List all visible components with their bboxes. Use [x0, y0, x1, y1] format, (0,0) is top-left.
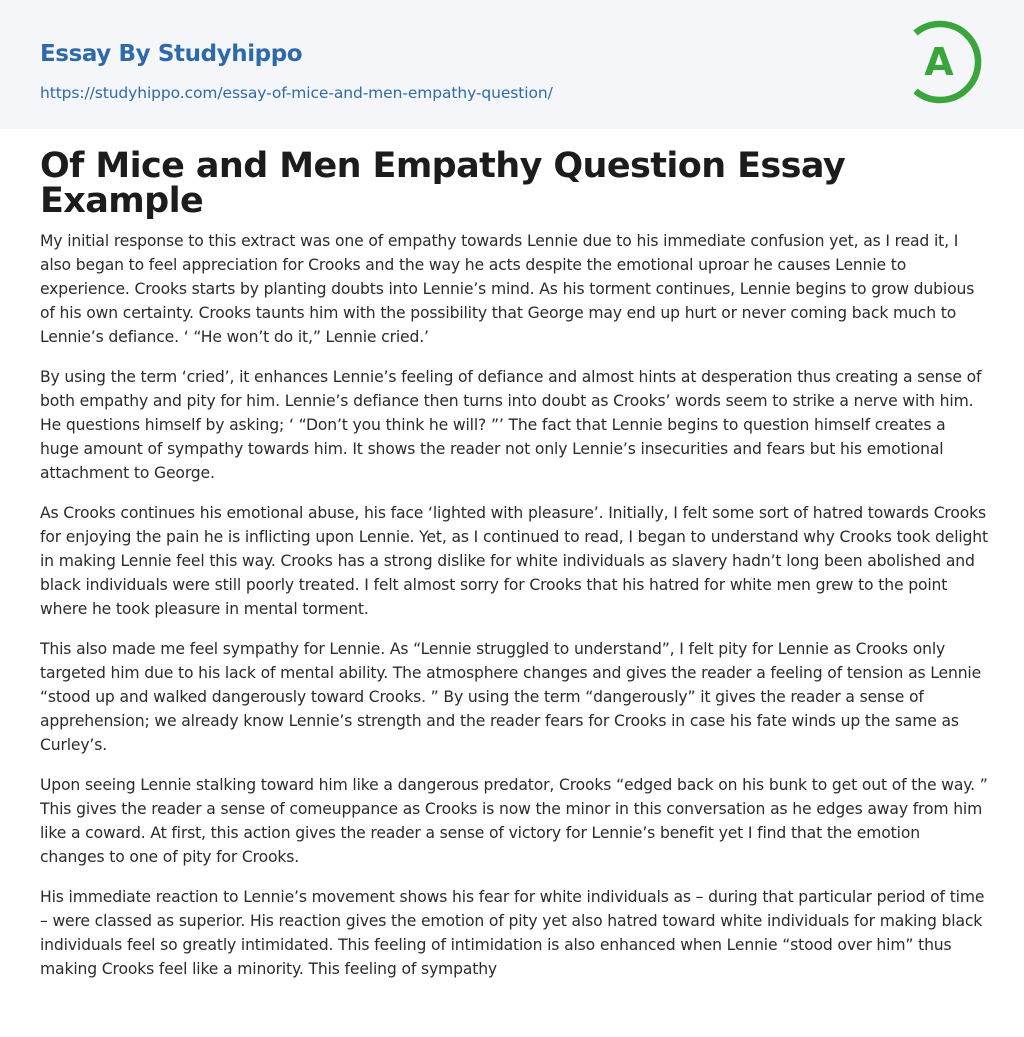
- article-paragraph: By using the term ‘cried’, it enhances Lennie’s feeling of defiance and almost hints at desperation thus creating a sense of both empathy and pity for him. Lennie’s defiance then turns into doubt as Crooks’ words seem to strike a nerve with him. He questions himself by asking; ‘ “Don’t you think he will? ”’ The fact that Lennie begins to question himself creates a huge amount of sympathy towards him. It shows the reader not only Lennie’s insecurities and fears but his emotional attachment to George.: [40, 368, 982, 482]
- source-url-link[interactable]: https://studyhippo.com/essay-of-mice-and-men-empathy-question/: [40, 84, 553, 102]
- article-body: [40, 229, 988, 997]
- article-paragraph: This also made me feel sympathy for Lennie. As “Lennie struggled to understand”, I felt pity for Lennie as Crooks only targeted him due to his lack of mental ability. The atmosphere changes and gives the reader a feeling of tension as Lennie “stood up and walked dangerously toward Crooks. ” By using the term “dangerously” it gives the reader a sense of apprehension; we already know Lennie’s strength and the reader fears for Crooks in case his fate winds up the same as Curley’s.: [40, 640, 982, 754]
- site-brand[interactable]: Essay By Studyhippo: [40, 41, 303, 67]
- logo-letter: A: [924, 40, 954, 84]
- article-paragraph: Upon seeing Lennie stalking toward him like a dangerous predator, Crooks “edged back on his bunk to get out of the way. ” This gives the reader a sense of comeuppance as Crooks is now the minor in this conversation as he edges away from him like a coward. At first, this action gives the reader a sense of victory for Lennie’s benefit yet I find that the emotion changes to one of pity for Crooks.: [40, 776, 988, 866]
- page-header: [0, 0, 1024, 129]
- article-paragraph: His immediate reaction to Lennie’s movement shows his fear for white individuals as – during that particular period of time – were classed as superior. His reaction gives the emotion of pity yet also hatred toward white individuals for making black individuals feel so greatly intimidated. This feeling of intimidation is also enhanced when Lennie “stood over him” thus making Crooks feel like a minority. This feeling of sympathy: [40, 888, 985, 978]
- article-title: Of Mice and Men Empathy Question Essay Example: [40, 146, 846, 221]
- circle-a-logo-icon[interactable]: [912, 19, 986, 105]
- article-paragraph: My initial response to this extract was one of empathy towards Lennie due to his immediate confusion yet, as I read it, I also began to feel appreciation for Crooks and the way he acts despite the emotional uproar he causes Lennie to experience. Crooks starts by planting doubts into Lennie’s mind. As his torment continues, Lennie begins to grow dubious of his own certainty. Crooks taunts him with the possibility that George may end up hurt or never coming back much to Lennie’s defiance. ‘ “He won’t do it,” Lennie cried.’: [40, 232, 975, 346]
- article-paragraph: As Crooks continues his emotional abuse, his face ‘lighted with pleasure’. Initially, I felt some sort of hatred towards Crooks for enjoying the pain he is inflicting upon Lennie. Yet, as I continued to read, I began to understand why Crooks took delight in making Lennie feel this way. Crooks has a strong dislike for white individuals as slavery hadn’t long been abolished and black individuals were still poorly treated. I felt almost sorry for Crooks that his hatred for white men grew to the point where he took pleasure in mental torment.: [40, 504, 989, 618]
